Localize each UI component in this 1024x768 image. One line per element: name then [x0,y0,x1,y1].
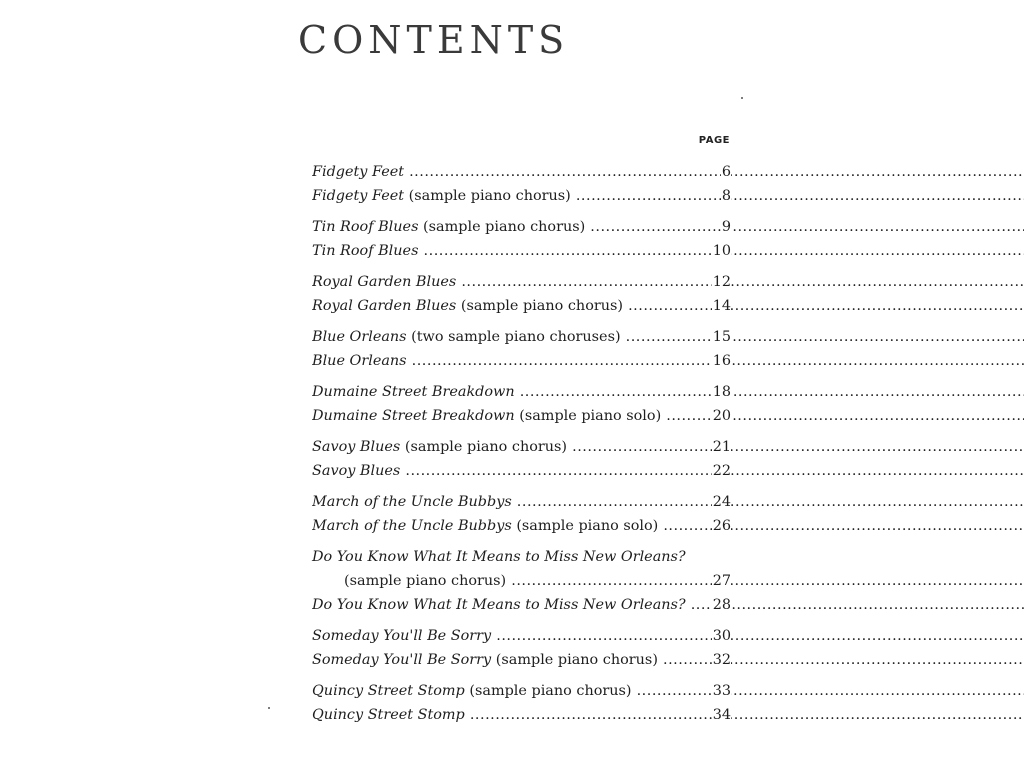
entry-page: 20 [712,404,731,428]
entry-page: 14 [712,294,731,318]
entry-page: 10 [712,239,731,263]
entry-page: 27 [712,569,731,593]
toc-entry[interactable] [312,490,731,514]
entry-note: (sample piano chorus) [423,219,586,235]
toc-entry[interactable] [312,435,731,459]
toc-entry[interactable] [312,404,731,428]
entry-page: 33 [712,679,731,703]
entry-title: Blue Orleans [312,353,407,369]
scan-speck [268,707,270,709]
entry-title: Fidgety Feet [312,188,405,204]
toc-entry[interactable] [312,349,731,373]
toc-entry[interactable] [312,239,731,263]
toc-entry[interactable] [312,459,731,483]
page-column-header: PAGE [698,135,730,146]
toc-entry[interactable] [312,514,731,538]
entry-page: 16 [712,349,731,373]
toc-entry[interactable] [312,648,731,672]
entry-title: Someday You'll Be Sorry [312,628,492,644]
entry-title: Blue Orleans [312,329,407,345]
entry-note: (sample piano chorus) [344,573,507,589]
entry-page: 24 [712,490,731,514]
entry-title: Quincy Street Stomp [312,683,465,699]
entry-page: 18 [712,380,731,404]
entry-page: 12 [712,270,731,294]
entry-title: Royal Garden Blues [312,298,457,314]
page-title: CONTENTS [298,18,570,62]
toc-entry[interactable] [312,703,731,727]
entry-title: Fidgety Feet [312,164,405,180]
entry-title: Someday You'll Be Sorry [312,652,492,668]
toc-entry[interactable] [312,569,731,593]
entry-page: 8 [721,184,731,208]
toc-entry[interactable] [312,294,731,318]
table-of-contents [312,160,731,727]
entry-page: 30 [712,624,731,648]
entry-page: 26 [712,514,731,538]
toc-entry[interactable] [312,593,731,617]
toc-entry[interactable] [312,380,731,404]
entry-note: (sample piano solo) [519,408,662,424]
entry-note: (two sample piano choruses) [411,329,621,345]
entry-title: Savoy Blues [312,439,401,455]
entry-title: Do You Know What It Means to Miss New Orleans? [312,597,686,613]
entry-note: (sample piano chorus) [495,652,658,668]
entry-title: Tin Roof Blues [312,219,419,235]
toc-entry[interactable] [312,184,731,208]
entry-note: (sample piano chorus) [469,683,632,699]
entry-title: Do You Know What It Means to Miss New Orleans? [312,549,686,565]
toc-entry[interactable] [312,215,731,239]
entry-title: Tin Roof Blues [312,243,419,259]
entry-note: (sample piano chorus) [460,298,624,314]
entry-title: Dumaine Street Breakdown [312,408,515,424]
entry-page: 32 [712,648,731,672]
toc-entry[interactable] [312,270,731,294]
entry-page: 9 [721,215,731,239]
entry-title: March of the Uncle Bubbys [312,494,512,510]
scan-speck [741,97,743,99]
entry-page: 6 [721,160,731,184]
toc-entry[interactable] [312,325,731,349]
toc-entry-heading[interactable] [312,545,731,569]
entry-note: (sample piano solo) [516,518,659,534]
toc-entry[interactable] [312,160,731,184]
entry-page: 21 [712,435,731,459]
toc-entry[interactable] [312,679,731,703]
entry-title: March of the Uncle Bubbys [312,518,512,534]
entry-page: 15 [712,325,731,349]
toc-entry[interactable] [312,624,731,648]
entry-page: 28 [712,593,731,617]
entry-title: Dumaine Street Breakdown [312,384,515,400]
entry-note: (sample piano chorus) [404,439,568,455]
entry-page: 34 [712,703,731,727]
entry-title: Savoy Blues [312,463,401,479]
entry-note: (sample piano chorus) [408,188,571,204]
entry-page: 22 [712,459,731,483]
entry-title: Royal Garden Blues [312,274,457,290]
entry-title: Quincy Street Stomp [312,707,465,723]
